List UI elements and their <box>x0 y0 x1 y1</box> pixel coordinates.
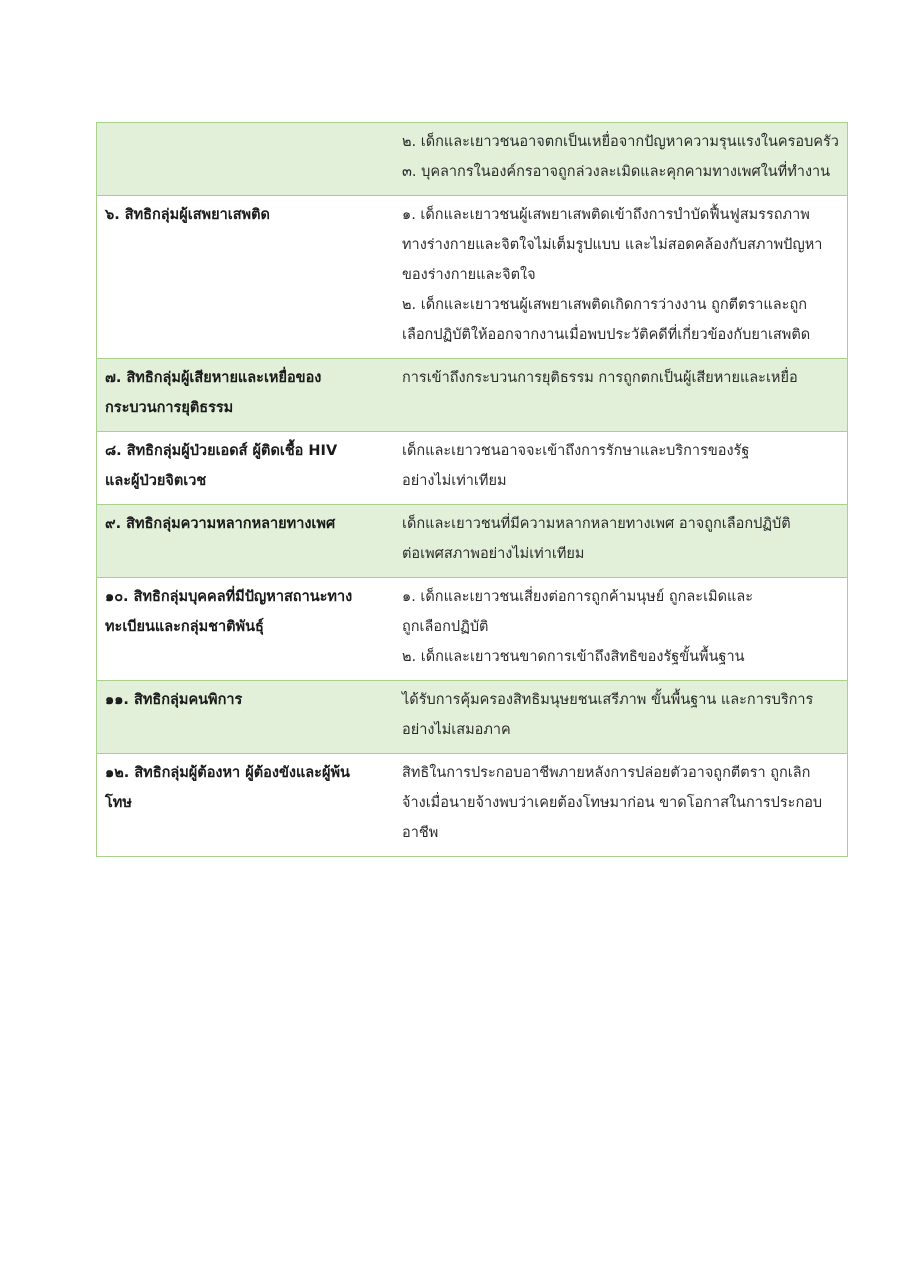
issue-text-line: ทางร่างกายและจิตใจไม่เต็มรูปแบบ และไม่สอดคล้องกับสภาพปัญหา <box>402 237 823 253</box>
issue-text-line: ๒. เด็กและเยาวชนผู้เสพยาเสพติดเกิดการว่างงาน ถูกตีตราและถูก <box>402 297 808 313</box>
group-text-line: กระบวนการยุติธรรม <box>105 400 234 416</box>
table-row <box>97 681 848 754</box>
issue-text-line: ได้รับการคุ้มครองสิทธิมนุษยชนเสรีภาพ ขั้นพื้นฐาน และการบริการ <box>402 692 814 708</box>
issue-text-line: ๓. บุคลากรในองค์กรอาจถูกล่วงละเมิดและคุกคามทางเพศในที่ทำงาน <box>402 164 831 180</box>
issues-cell <box>394 196 848 359</box>
issues-cell <box>394 505 848 578</box>
issues-cell <box>394 359 848 432</box>
table-row <box>97 754 848 857</box>
issues-cell <box>394 578 848 681</box>
issue-text-line: ๑. เด็กและเยาวชนผู้เสพยาเสพติดเข้าถึงการบำบัดฟื้นฟูสมรรถภาพ <box>402 207 810 223</box>
issue-text-line: ของร่างกายและจิตใจ <box>402 267 536 283</box>
issue-text-line: จ้างเมื่อนายจ้างพบว่าเคยต้องโทษมาก่อน ขาดโอกาสในการประกอบ <box>402 795 823 811</box>
group-text-line: ๑๐. สิทธิกลุ่มบุคคลที่มีปัญหาสถานะทาง <box>105 589 353 605</box>
issues-cell <box>394 754 848 857</box>
group-text-line: ๑๒. สิทธิกลุ่มผู้ต้องหา ผู้ต้องขังและผู้พ้น <box>105 765 350 781</box>
issue-text-line: ถูกเลือกปฏิบัติ <box>402 619 489 635</box>
issue-text-line: ๒. เด็กและเยาวชนขาดการเข้าถึงสิทธิของรัฐขั้นพื้นฐาน <box>402 649 745 665</box>
issue-text-line: เลือกปฏิบัติให้ออกจากงานเมื่อพบประวัติคดีที่เกี่ยวข้องกับยาเสพติด <box>402 327 811 343</box>
table-row <box>97 505 848 578</box>
issue-text-line: อย่างไม่เท่าเทียม <box>402 473 507 489</box>
issue-text-line: ๑. เด็กและเยาวชนเสี่ยงต่อการถูกค้ามนุษย์ ถูกละเมิดและ <box>402 589 754 605</box>
table-row <box>97 432 848 505</box>
table-row <box>97 123 848 196</box>
group-cell <box>97 578 395 681</box>
group-text-line: ๑๑. สิทธิกลุ่มคนพิการ <box>105 692 243 708</box>
group-text-line: ๗. สิทธิกลุ่มผู้เสียหายและเหยื่อของ <box>105 370 322 386</box>
group-cell <box>97 505 395 578</box>
table-row <box>97 359 848 432</box>
issue-text-line: ๒. เด็กและเยาวชนอาจตกเป็นเหยื่อจากปัญหาความรุนแรงในครอบครัว <box>402 134 839 150</box>
group-cell <box>97 681 395 754</box>
issue-text-line: ต่อเพศสภาพอย่างไม่เท่าเทียม <box>402 546 585 562</box>
issue-text-line: การเข้าถึงกระบวนการยุติธรรม การถูกตกเป็นผู้เสียหายและเหยื่อ <box>402 370 798 386</box>
table-row <box>97 578 848 681</box>
rights-issues-table <box>96 122 848 857</box>
group-text-line: โทษ <box>105 795 132 811</box>
group-cell <box>97 754 395 857</box>
issues-cell <box>394 681 848 754</box>
group-text-line: และผู้ป่วยจิตเวช <box>105 473 207 489</box>
issue-text-line: อย่างไม่เสมอภาค <box>402 722 511 738</box>
group-text-line: ทะเบียนและกลุ่มชาติพันธุ์ <box>105 619 264 635</box>
group-text-line: ๖. สิทธิกลุ่มผู้เสพยาเสพติด <box>105 207 270 223</box>
group-text-line: ๘. สิทธิกลุ่มผู้ป่วยเอดส์ ผู้ติดเชื้อ HIV <box>105 443 338 459</box>
table-body <box>97 123 848 857</box>
issue-text-line: เด็กและเยาวชนที่มีความหลากหลายทางเพศ อาจถูกเลือกปฏิบัติ <box>402 516 791 532</box>
group-cell <box>97 196 395 359</box>
group-cell <box>97 123 395 196</box>
group-cell <box>97 359 395 432</box>
group-text-line: ๙. สิทธิกลุ่มความหลากหลายทางเพศ <box>105 516 336 532</box>
issues-cell <box>394 432 848 505</box>
table-row <box>97 196 848 359</box>
issues-cell <box>394 123 848 196</box>
issue-text-line: อาชีพ <box>402 825 439 841</box>
group-cell <box>97 432 395 505</box>
issue-text-line: เด็กและเยาวชนอาจจะเข้าถึงการรักษาและบริการของรัฐ <box>402 443 750 459</box>
issue-text-line: สิทธิในการประกอบอาชีพภายหลังการปล่อยตัวอาจถูกตีตรา ถูกเลิก <box>402 765 811 781</box>
